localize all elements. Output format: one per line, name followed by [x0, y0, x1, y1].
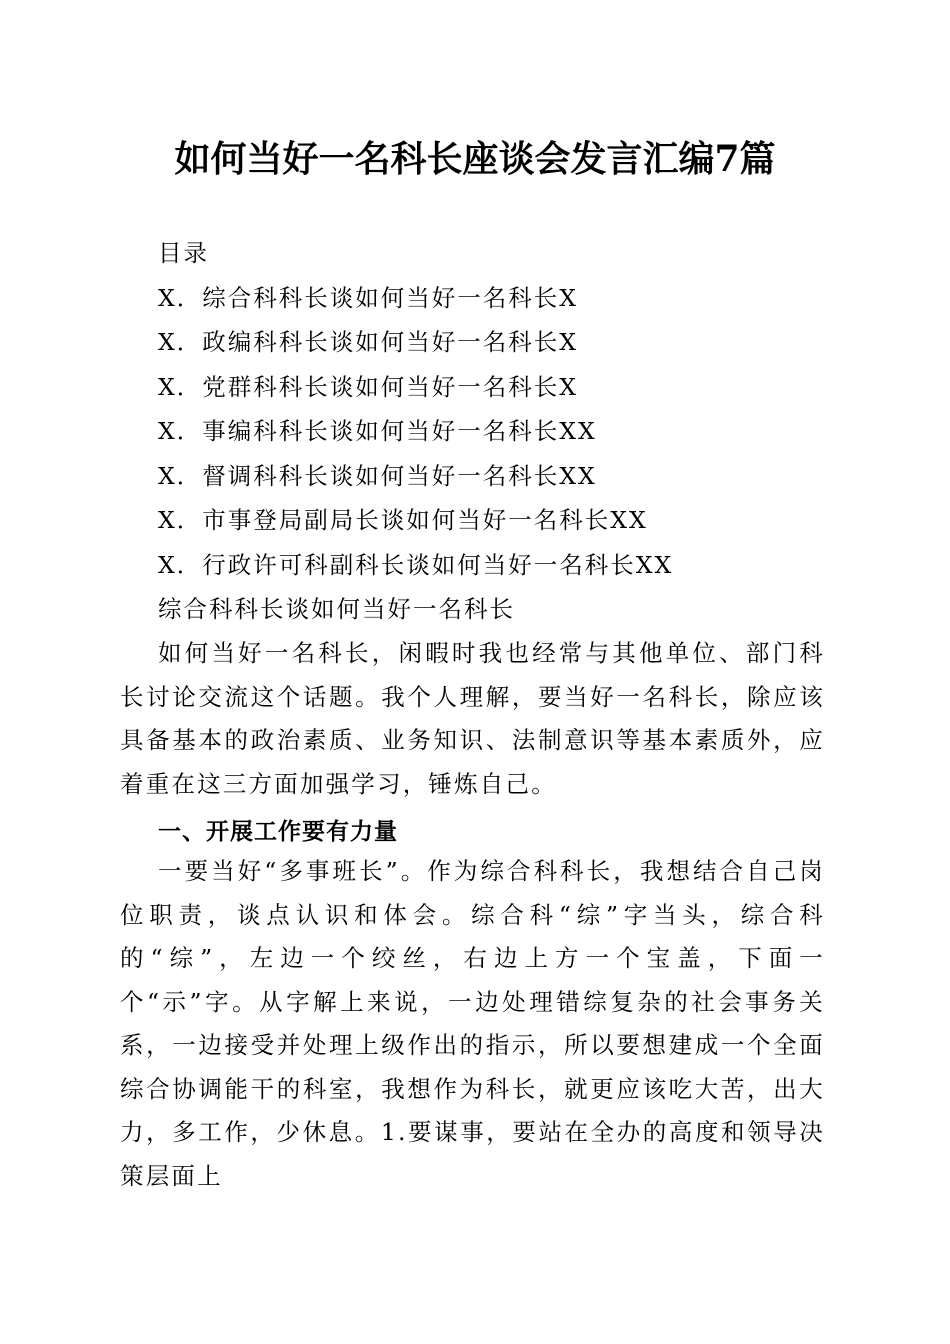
toc-item: X．行政许可科副科长谈如何当好一名科长XX	[158, 550, 674, 579]
toc-item: X．督调科科长谈如何当好一名科长XX	[158, 461, 597, 490]
toc-item: X．事编科科长谈如何当好一名科长XX	[158, 417, 597, 445]
table-of-contents	[120, 231, 825, 632]
toc-item: X．党群科科长谈如何当好一名科长X	[158, 372, 578, 401]
section-title: 综合科科长谈如何当好一名科长	[158, 595, 515, 623]
toc-item: X．市事登局副局长谈如何当好一名科长XX	[158, 506, 648, 534]
paragraph-body: 一要当好“多事班长”。作为综合科科长，我想结合自己岗位职责，谈点认识和体会。综合科“综”字当头，综合科的“综”，左边一个绞丝，右边上方一个宝盖，下面一个“示”字。从字解上来说，一边处理错综复杂的社会事务关系，一边接受并处理上级作出的指示，所以要想建成一个全面综合协调能干的科室，我想作为科长，就更应该吃大苦，出大力，多工作，少休息。1.要谋事，要站在全办的高度和领导决策层面上	[120, 857, 825, 1190]
toc-label: 目录	[158, 239, 209, 267]
paragraph-intro: 如何当好一名科长，闲暇时我也经常与其他单位、部门科长讨论交流这个话题。我个人理解，要当好一名科长，除应该具备基本的政治素质、业务知识、法制意识等基本素质外，应着重在这三方面加强学习，锤炼自己。	[120, 639, 825, 798]
section-heading: 一、开展工作要有力量	[158, 819, 398, 845]
toc-item: X．综合科科长谈如何当好一名科长X	[158, 283, 578, 312]
document-title: 如何当好一名科长座谈会发言汇编7篇	[174, 138, 776, 180]
toc-item: X．政编科科长谈如何当好一名科长X	[158, 328, 578, 356]
